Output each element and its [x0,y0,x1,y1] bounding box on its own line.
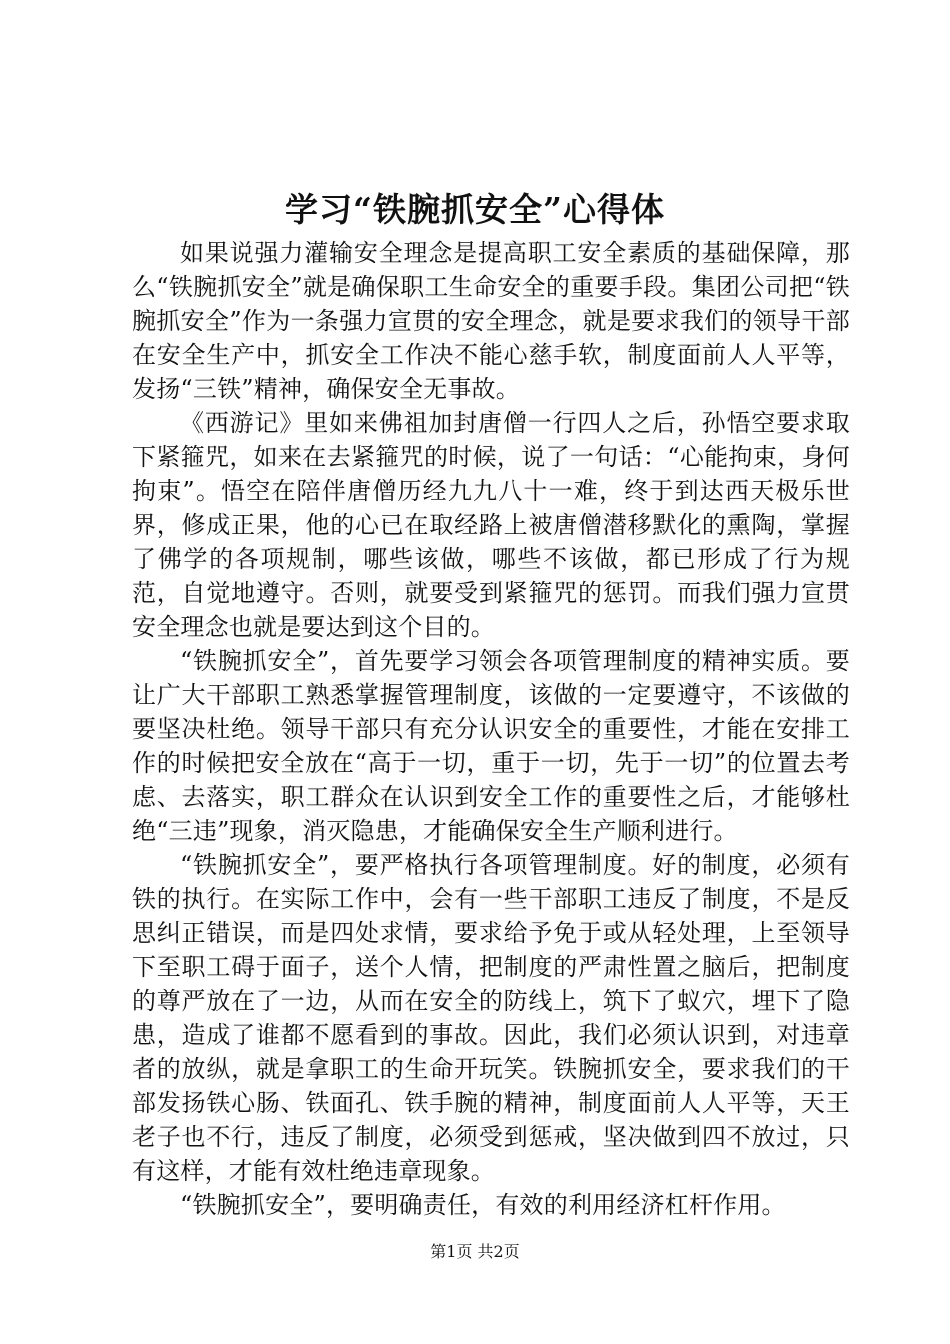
paragraph-1: 如果说强力灌输安全理念是提高职工安全素质的基础保障，那么“铁腕抓安全”就是确保职工生命安全的重要手段。集团公司把“铁腕抓安全”作为一条强力宣贯的安全理念，就是要求我们的领导干部在安全生产中，抓安全工作决不能心慈手软，制度面前人人平等，发扬“三铁”精神，确保安全无事故。 [132,239,850,403]
document-body [132,236,850,1222]
paragraph-5: “铁腕抓安全”，要明确责任，有效的利用经济杠杆作用。 [180,1191,786,1219]
paragraph-4: “铁腕抓安全”，要严格执行各项管理制度。好的制度，必须有铁的执行。在实际工作中，会有一些干部职工违反了制度，不是反思纠正错误，而是四处求情，要求给予免于或从轻处理，上至领导下至职工碍于面子，送个人情，把制度的严肃性置之脑后，把制度的尊严放在了一边，从而在安全的防线上，筑下了蚁穴，埋下了隐患，造成了谁都不愿看到的事故。因此，我们必须认识到，对违章者的放纵，就是拿职工的生命开玩笑。铁腕抓安全，要求我们的干部发扬铁心肠、铁面孔、铁手腕的精神，制度面前人人平等，天王老子也不行，违反了制度，必须受到惩戒，坚决做到四不放过，只有这样，才能有效杜绝违章现象。 [132,851,850,1185]
paragraph-3: “铁腕抓安全”，首先要学习领会各项管理制度的精神实质。要让广大干部职工熟悉掌握管理制度，该做的一定要遵守，不该做的要坚决杜绝。领导干部只有充分认识安全的重要性，才能在安排工作的时候把安全放在“高于一切，重于一切，先于一切”的位置去考虑、去落实，职工群众在认识到安全工作的重要性之后，才能够杜绝“三违”现象，消灭隐患，才能确保安全生产顺利进行。 [132,647,850,845]
document-title: 学习“铁腕抓安全”心得体 [285,190,665,229]
paragraph-2: 《西游记》里如来佛祖加封唐僧一行四人之后，孙悟空要求取下紧箍咒，如来在去紧箍咒的时候，说了一句话：“心能拘束，身何拘束”。悟空在陪伴唐僧历经九九八十一难，终于到达西天极乐世界，修成正果，他的心已在取经路上被唐僧潜移默化的熏陶，掌握了佛学的各项规制，哪些该做，哪些不该做，都已形成了行为规范，自觉地遵守。否则，就要受到紧箍咒的惩罚。而我们强力宣贯安全理念也就是要达到这个目的。 [132,409,850,641]
page-footer: 第1页 共2页 [430,1242,520,1261]
